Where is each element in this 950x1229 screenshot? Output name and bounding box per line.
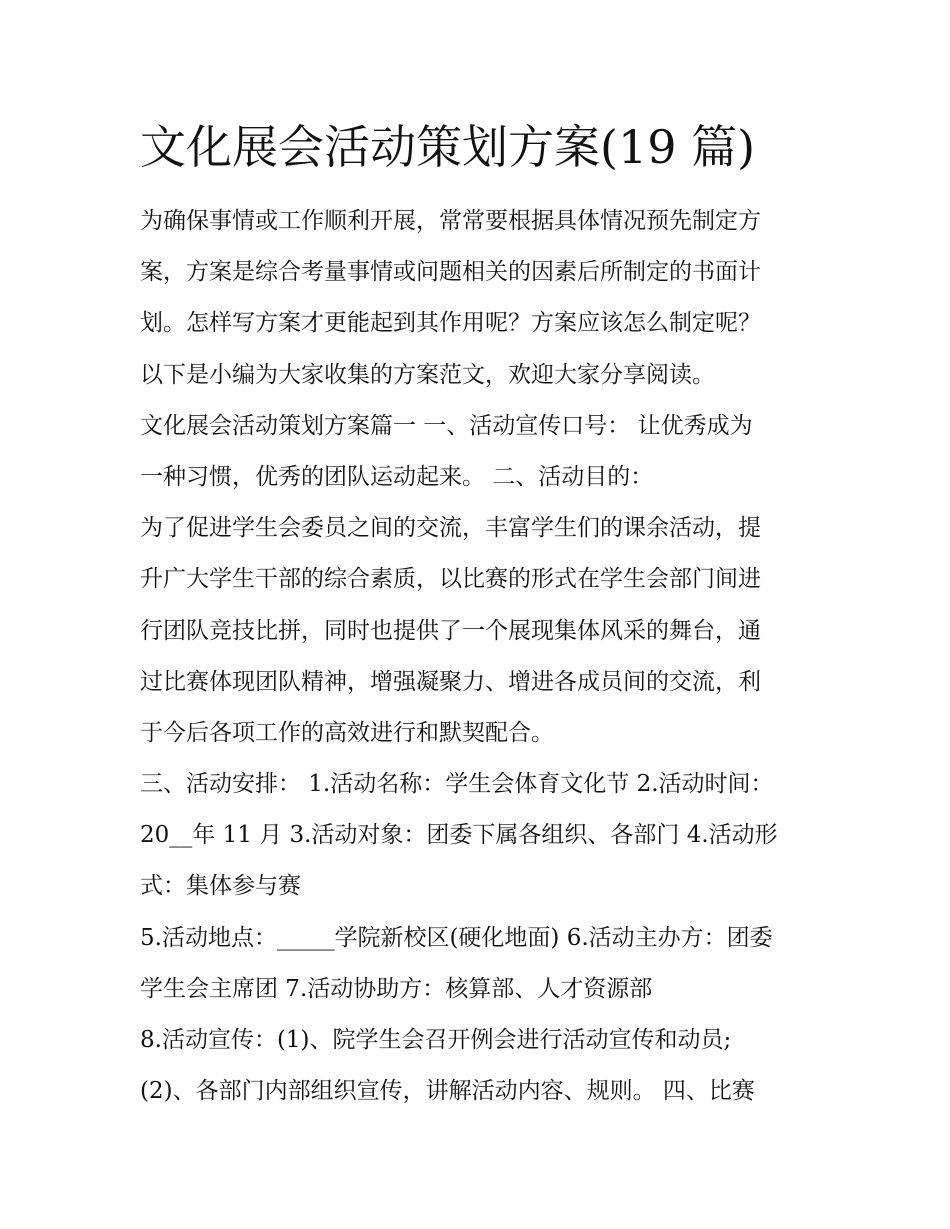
body-line: 为确保事情或工作顺利开展，常常要根据具体情况预先制定方: [140, 208, 761, 234]
body-line: 为了促进学生会委员之间的交流，丰富学生们的课余活动，提: [140, 515, 761, 542]
body-line: 5.活动地点：_____学院新校区(硬化地面) 6.活动主办方：团委: [140, 924, 773, 951]
body-line: 学生会主席团 7.活动协助方：核算部、人才资源部: [140, 975, 653, 1002]
body-line: 过比赛体现团队精神，增强凝聚力、增进各成员间的交流，利: [140, 668, 761, 695]
body-line: 20__年 11 月 3.活动对象：团委下属各组织、各部门 4.活动形: [140, 822, 778, 849]
body-line: 文化展会活动策划方案篇一 一、活动宣传口号： 让优秀成为: [140, 412, 753, 439]
document-body: [140, 196, 820, 1117]
body-line: 升广大学生干部的综合素质，以比赛的形式在学生会部门间进: [140, 566, 761, 593]
body-line: 一种习惯，优秀的团队运动起来。 二、活动目的：: [140, 463, 654, 490]
body-line: 于今后各项工作的高效进行和默契配合。: [140, 719, 554, 746]
body-line: 三、活动安排： 1.活动名称：学生会体育文化节 2.活动时间：: [140, 771, 774, 798]
body-line: 式：集体参与赛: [140, 873, 301, 900]
body-line: 以下是小编为大家收集的方案范文，欢迎大家分享阅读。: [140, 361, 715, 388]
body-line: 8.活动宣传：(1)、院学生会召开例会进行活动宣传和动员;: [140, 1027, 732, 1053]
body-line: 行团队竞技比拼，同时也提供了一个展现集体风采的舞台，通: [140, 617, 761, 644]
document-title: 文化展会活动策划方案(19 篇): [140, 120, 756, 174]
body-line: 划。怎样写方案才更能起到其作用呢？方案应该怎么制定呢？: [140, 310, 761, 337]
body-line: 案，方案是综合考量事情或问题相关的因素后所制定的书面计: [140, 259, 761, 286]
body-line: (2)、各部门内部组织宣传，讲解活动内容、规则。 四、比赛: [140, 1078, 755, 1105]
